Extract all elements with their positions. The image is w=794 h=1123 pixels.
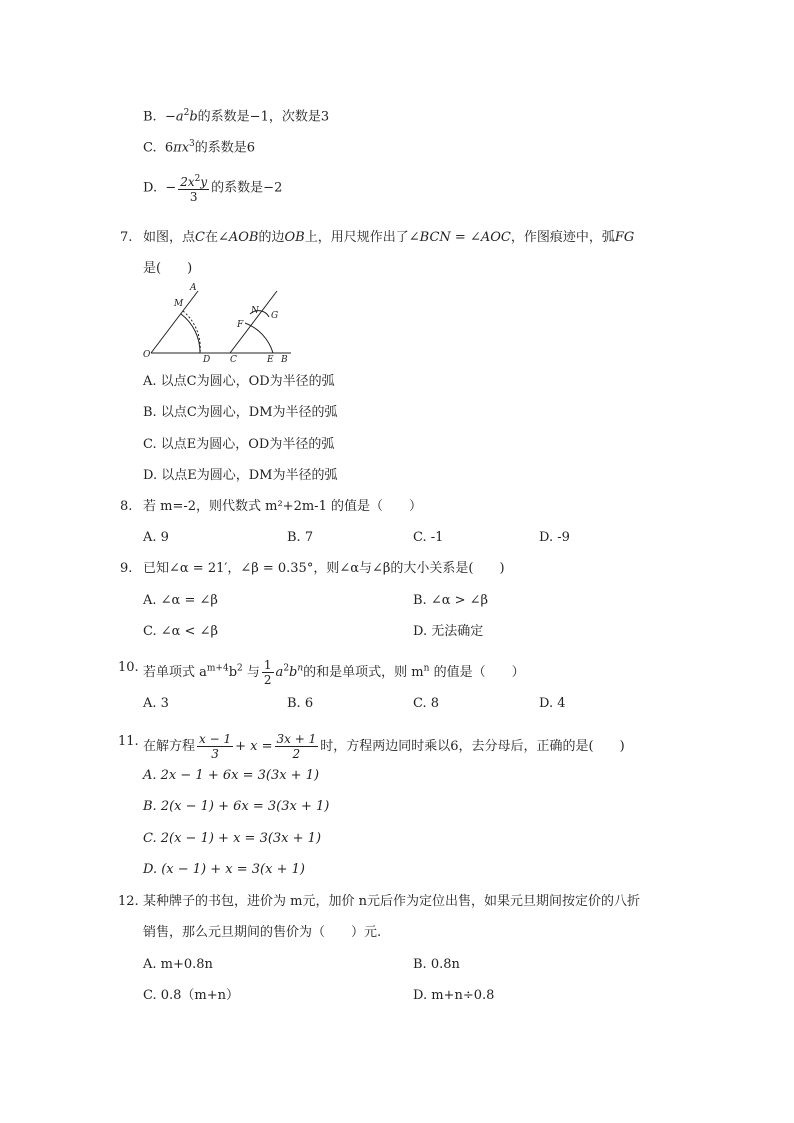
q12-option-b: B. 0.8n (413, 957, 460, 972)
q7-number: 7. (120, 230, 133, 245)
q9-option-b: B. ∠α > ∠β (413, 593, 489, 608)
q8-option-c: C. -1 (413, 530, 444, 545)
q12-number: 12. (118, 894, 139, 909)
q7-option-a: A. 以点C为圆心，OD为半径的弧 (143, 374, 335, 389)
label-b: B (281, 355, 288, 365)
label-a: A (190, 283, 197, 293)
q9-stem: 已知∠α = 21′，∠β = 0.35°，则∠α与∠β的大小关系是( ) (143, 561, 505, 576)
q6-option-c: C. $6\pi x^3$的系数是6 (143, 139, 256, 156)
q11-option-c: C. 2(x − 1) + x = 3(3x + 1) (143, 831, 322, 846)
q12-stem-line2: 销售，那么元旦期间的售价为（ ）元. (143, 925, 382, 940)
q10-option-d: D. 4 (539, 696, 566, 711)
label-f: F (237, 320, 244, 330)
q10-stem: 若单项式 $a^{m+4}b^2$ 与 $\frac{1}{2}$ $a^2b^n$的和是单项式，则 $m^n$ 的值是（ ） (143, 658, 525, 687)
q11-option-a: A. 2x − 1 + 6x = 3(3x + 1) (143, 768, 320, 783)
q7-geometry-figure (143, 283, 293, 365)
q10-option-b: B. 6 (287, 696, 314, 711)
q11-option-d: D. (x − 1) + x = 3(x + 1) (143, 862, 305, 877)
label-o: O (143, 350, 151, 360)
q9-number: 9. (120, 561, 133, 576)
q7-stem-line1: 如图，点C在∠AOB的边OB上，用尺规作出了∠BCN = ∠AOC，作图痕迹中，弧FG (143, 230, 635, 245)
label-d: D (203, 355, 211, 365)
q9-option-a: A. ∠α = ∠β (143, 593, 218, 608)
q8-number: 8. (120, 499, 133, 514)
q7-option-c: C. 以点E为圆心，OD为半径的弧 (143, 437, 335, 452)
q7-option-d: D. 以点E为圆心，DM为半径的弧 (143, 468, 338, 483)
q8-option-a: A. 9 (143, 530, 169, 545)
q8-option-b: B. 7 (287, 530, 314, 545)
q7-stem-line2: 是( ) (143, 261, 193, 276)
q12-option-d: D. m+n÷0.8 (413, 988, 495, 1003)
q10-number: 10. (118, 660, 139, 675)
q9-option-d: D. 无法确定 (413, 624, 484, 639)
q11-option-b: B. 2(x − 1) + 6x = 3(3x + 1) (143, 799, 330, 814)
q8-stem: 若 m=-2，则代数式 m²+2m-1 的值是（ ） (143, 499, 422, 514)
q12-stem-line1: 某种牌子的书包，进价为 m元，加价 n元后作为定位出售，如果元旦期间按定价的八折 (143, 894, 640, 909)
q10-option-c: C. 8 (413, 696, 440, 711)
label-c: C (230, 355, 237, 365)
q12-option-c: C. 0.8（m+n） (143, 988, 240, 1003)
q11-stem: 在解方程 $\frac{x - 1}{3}$ + x = $\frac{3x + 1}{2}$ 时，方程两边同时乘以6，去分母后，正确的是( ) (143, 732, 625, 761)
q11-number: 11. (118, 734, 139, 749)
label-g: G (271, 311, 279, 321)
label-n: N (251, 306, 259, 316)
q9-option-c: C. ∠α < ∠β (143, 624, 218, 639)
q6-option-b: B. $-a^2b$的系数是−1，次数是3 (143, 108, 330, 125)
q8-option-d: D. -9 (539, 530, 570, 545)
q7-option-b: B. 以点C为圆心，DM为半径的弧 (143, 405, 338, 420)
arc-md-solid (181, 314, 200, 353)
q6-option-d: D. − $\frac{2x^2y}{3}$ 的系数是−2 (143, 174, 283, 204)
q10-option-a: A. 3 (143, 696, 169, 711)
label-m: M (174, 299, 184, 309)
label-e: E (267, 355, 274, 365)
q12-option-a: A. m+0.8n (143, 957, 213, 972)
